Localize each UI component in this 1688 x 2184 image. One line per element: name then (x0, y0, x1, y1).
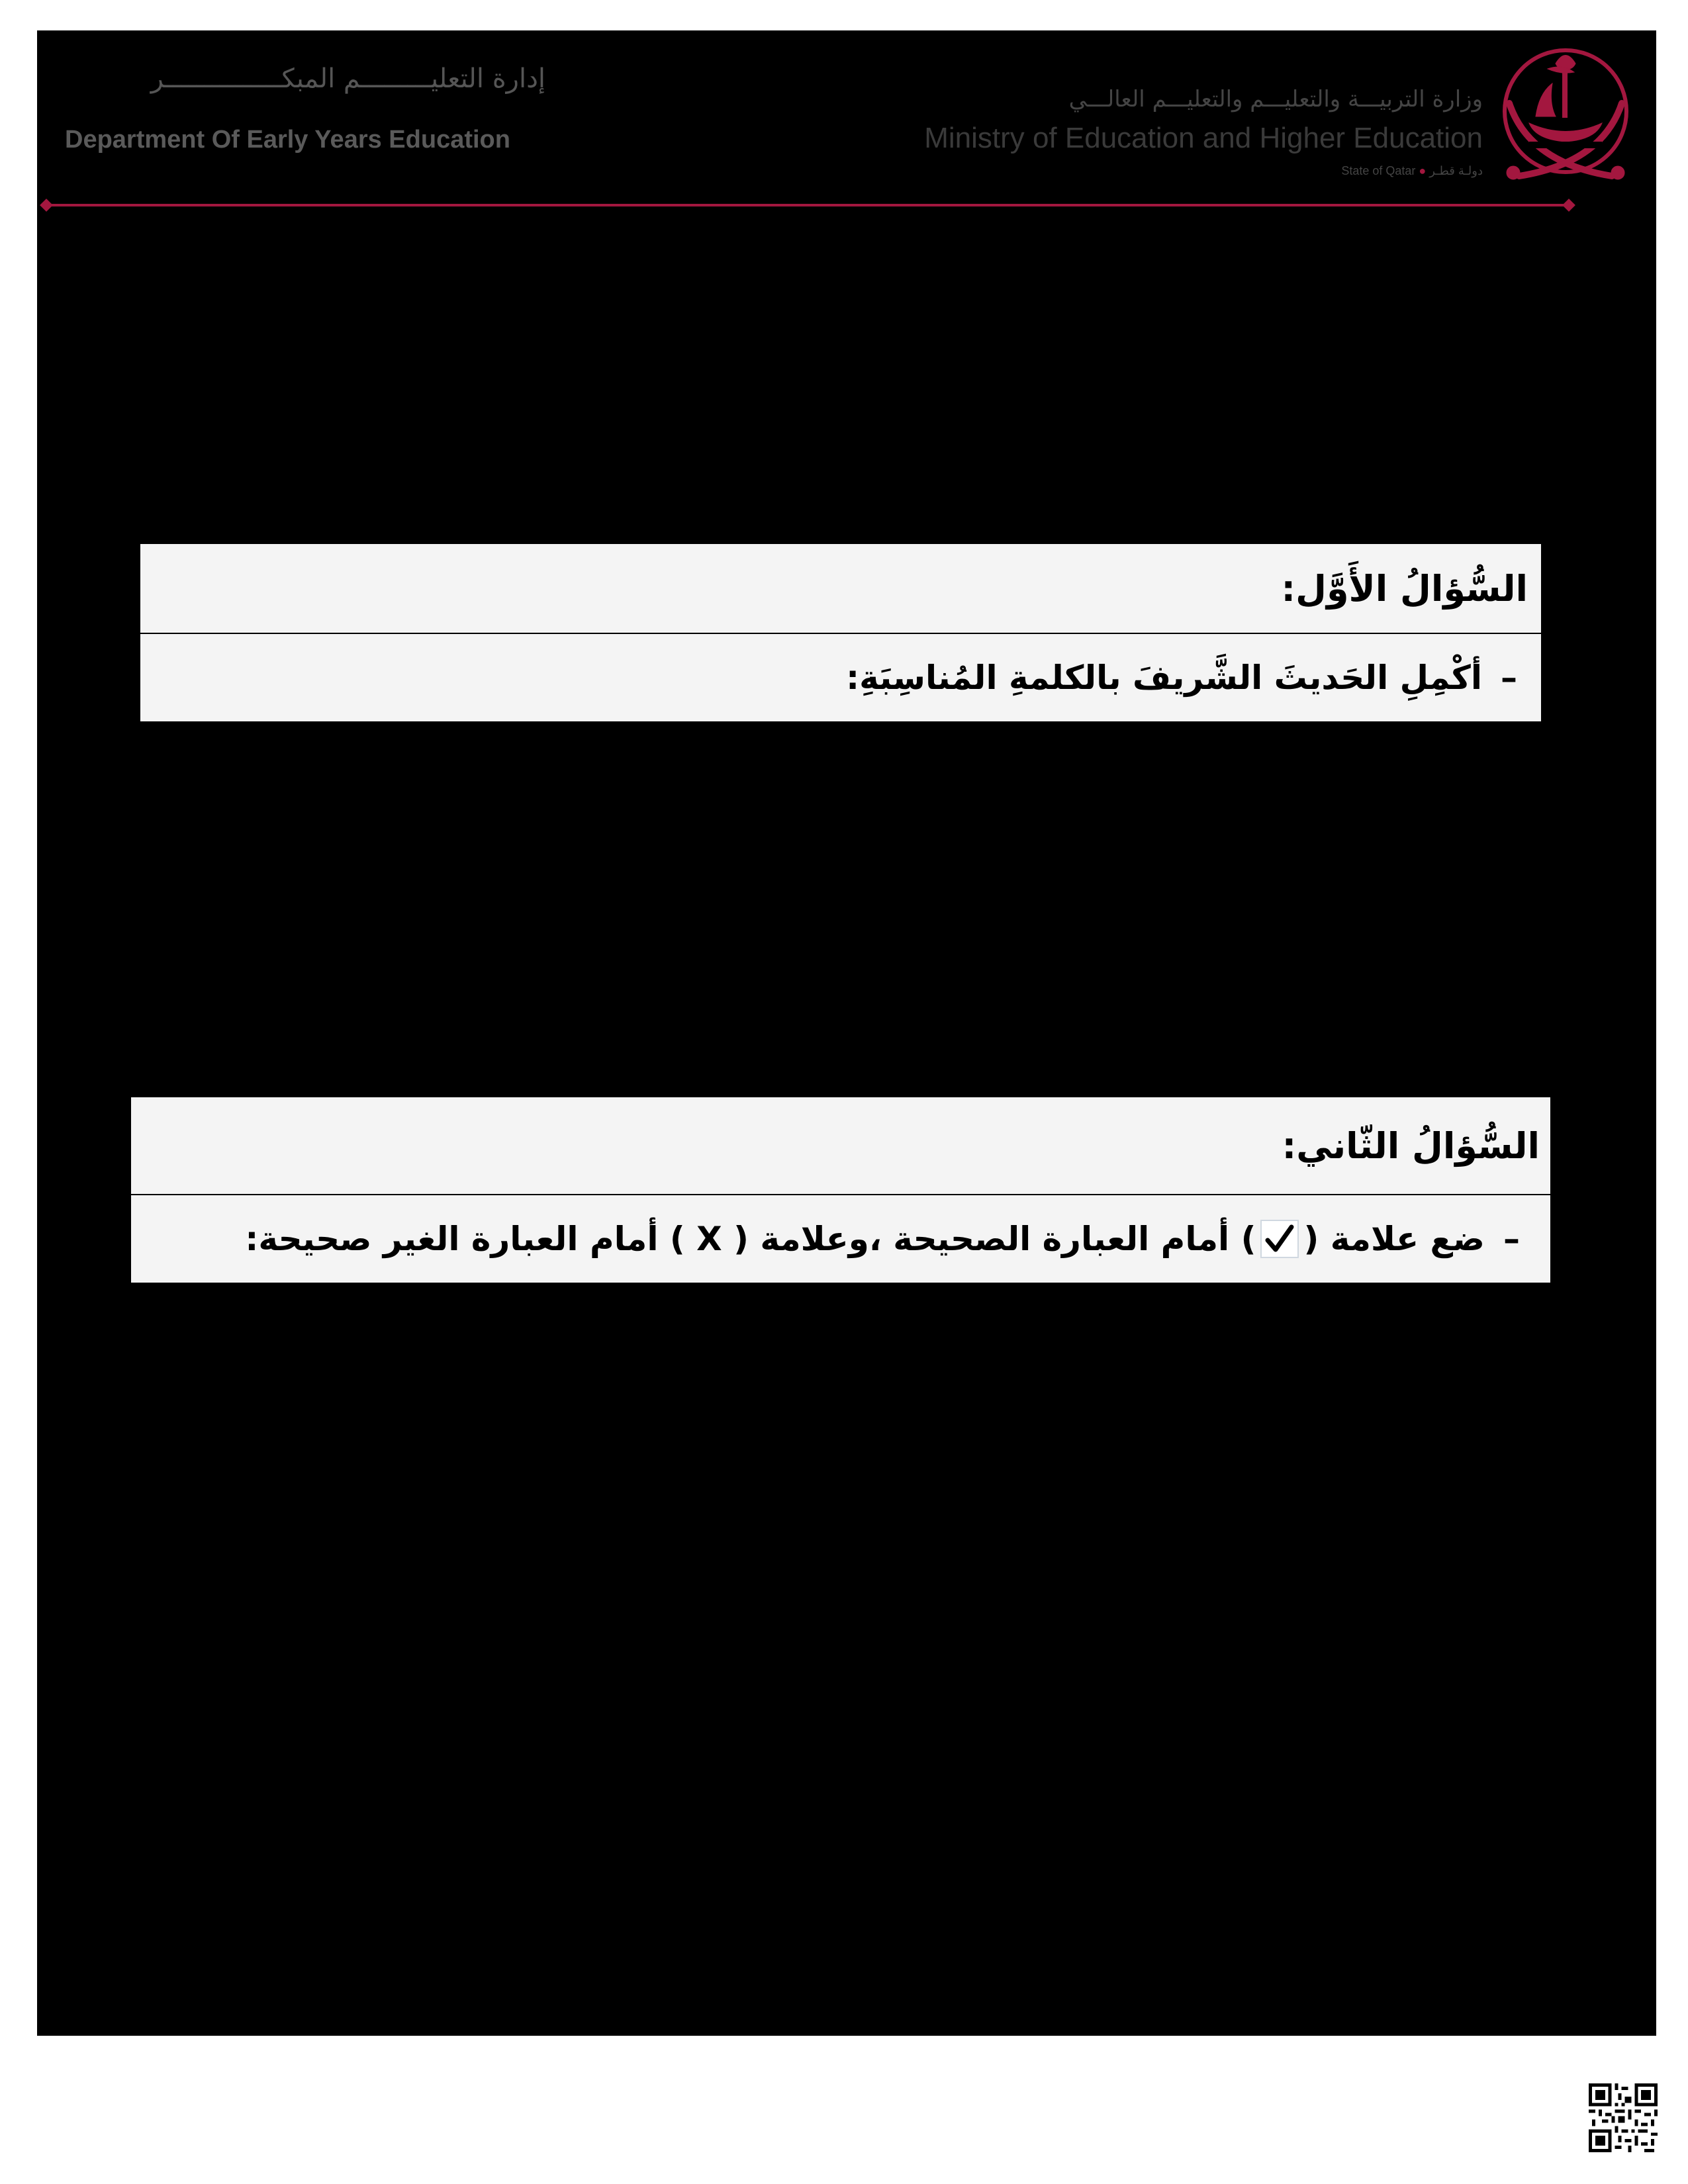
bullet-dash: – (1503, 1220, 1520, 1258)
question-1-title (140, 544, 1541, 633)
question-2-title (131, 1097, 1550, 1194)
country-english: State of Qatar (1341, 164, 1416, 177)
department-name-english: Department Of Early Years Education (65, 126, 510, 154)
separator-dot: ● (1419, 164, 1427, 177)
question-1-title-text: السُّؤالُ الأَوَّل: (1281, 567, 1528, 610)
bullet-dash: – (1501, 659, 1517, 697)
department-name-arabic: إدارة التعليـــــــــم المبكـــــــــــــــر (150, 64, 545, 94)
question-2-title-text: السُّؤالُ الثّاني: (1282, 1124, 1540, 1167)
question-2-instruction (131, 1195, 1550, 1283)
qatar-emblem-logo (1489, 37, 1642, 189)
question-2-instruction-part1: ضع علامة ( (1303, 1220, 1485, 1258)
ministry-name-arabic: وزارة التربيـــة والتعليـــم والتعليـــم العالـــي (1068, 86, 1483, 113)
qr-code-icon[interactable] (1589, 2083, 1658, 2152)
checkmark-icon (1260, 1219, 1299, 1259)
question-1-instruction (140, 634, 1541, 721)
country-arabic: دولـة قطـر (1429, 164, 1483, 177)
question-2-box (131, 1097, 1550, 1283)
ministry-name-english: Ministry of Education and Higher Education (924, 122, 1483, 154)
header-divider-line (46, 204, 1569, 206)
question-1-instruction-text: أكْمِلِ الحَديثَ الشَّريفَ بالكلمةِ المُناسِبَةِ: (846, 659, 1482, 697)
question-2-instruction-part2: ) أمام العبارة الصحيحة ،وعلامة ( X ) أمام العبارة الغير صحيحة: (245, 1220, 1256, 1258)
ministry-country (1341, 164, 1483, 178)
ministry-title-block (900, 79, 1483, 185)
worksheet-page (37, 30, 1656, 2036)
question-1-box (140, 544, 1541, 721)
